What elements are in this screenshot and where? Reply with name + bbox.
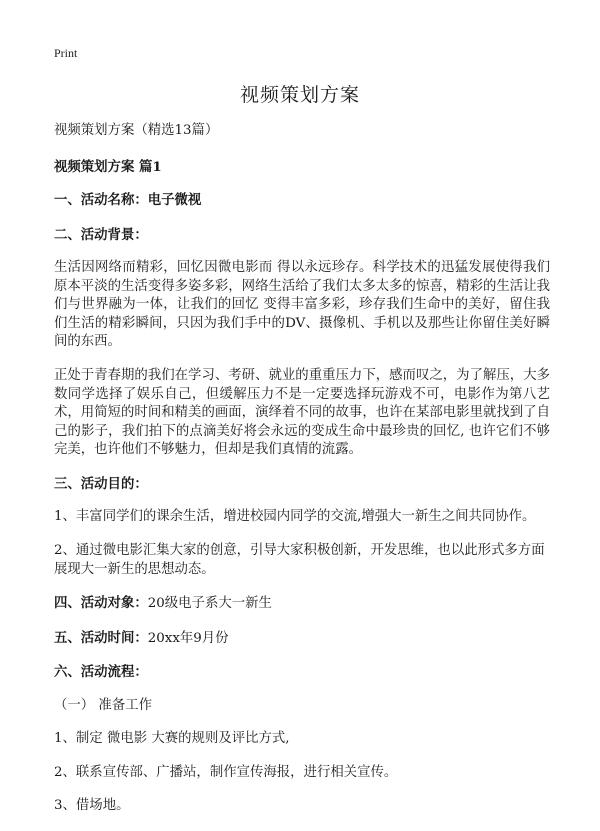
- time-value: 20xx年9月份: [147, 630, 229, 646]
- document-body: [54, 122, 550, 831]
- prep-step-1: 1、制定 微电影 大赛的规则及评比方式,: [54, 731, 290, 747]
- document-subtitle: 视频策划方案（精选13篇）: [54, 123, 219, 138]
- background-heading: 二、活动背景：: [54, 226, 148, 243]
- activity-name-value: 电子微视: [147, 192, 202, 208]
- goal-item-2: 2、通过微电影汇集大家的创意，引导大家积极创新，开发思维，也以此形式多方面展现大一新生的思想动态。: [54, 543, 545, 577]
- prep-subheading: （一） 准备工作: [54, 697, 152, 713]
- background-paragraph-2: 正处于青春期的我们在学习、考研、就业的重重压力下，感而叹之，为了解压，大多数同学选择了娱乐自己，但缓解压力不是一定要选择玩游戏不可，电影作为第八艺术，用简短的时间和精美的画面，演绎着不同的故事，也许在某部电影里就找到了自己的影子，我们拍下的点滴美好将会永远的变成生命中最珍贵的回忆, 也许它们不够完美，也许他们不够魅力，但却是我们真情的流露。: [54, 367, 550, 458]
- process-heading: 六、活动流程：: [54, 664, 148, 681]
- audience-value: 20级电子系大一新生: [147, 596, 272, 612]
- audience-row: [54, 594, 550, 614]
- activity-name-label: 一、活动名称：: [54, 192, 148, 208]
- activity-name-row: [54, 191, 550, 211]
- time-label: 五、活动时间：: [54, 629, 148, 646]
- prep-step-2: 2、联系宣传部、广播站，制作宣传海报，进行相关宣传。: [54, 764, 398, 780]
- goal-item-1: 1、丰富同学们的课余生活，增进校园内同学的交流,增强大一新生之间共同协作。: [54, 509, 536, 525]
- goals-heading: 三、活动目的：: [54, 475, 148, 492]
- document-title: 视频策划方案: [239, 84, 360, 106]
- section-heading: 视频策划方案 篇1: [54, 158, 162, 175]
- background-paragraph-1: 生活因网络而精彩，回忆因微电影而 得以永远珍存。科学技术的迅猛发展使得我们原本平淡的生活变得多姿多彩，网络生活给了我们太多太多的惊喜，精彩的生活让我们与世界融为一体，让我们的回忆 变得丰富多彩，珍存我们生命中的美好，留住我们生活的精彩瞬间，只因为我们手中的DV、摄像机、手机以及那些让你留住美好瞬间的东西。: [54, 260, 550, 350]
- prep-step-3: 3、借场地。: [54, 798, 130, 814]
- print-link[interactable]: Print: [54, 46, 78, 60]
- audience-label: 四、活动对象：: [54, 595, 148, 612]
- time-row: [54, 629, 550, 649]
